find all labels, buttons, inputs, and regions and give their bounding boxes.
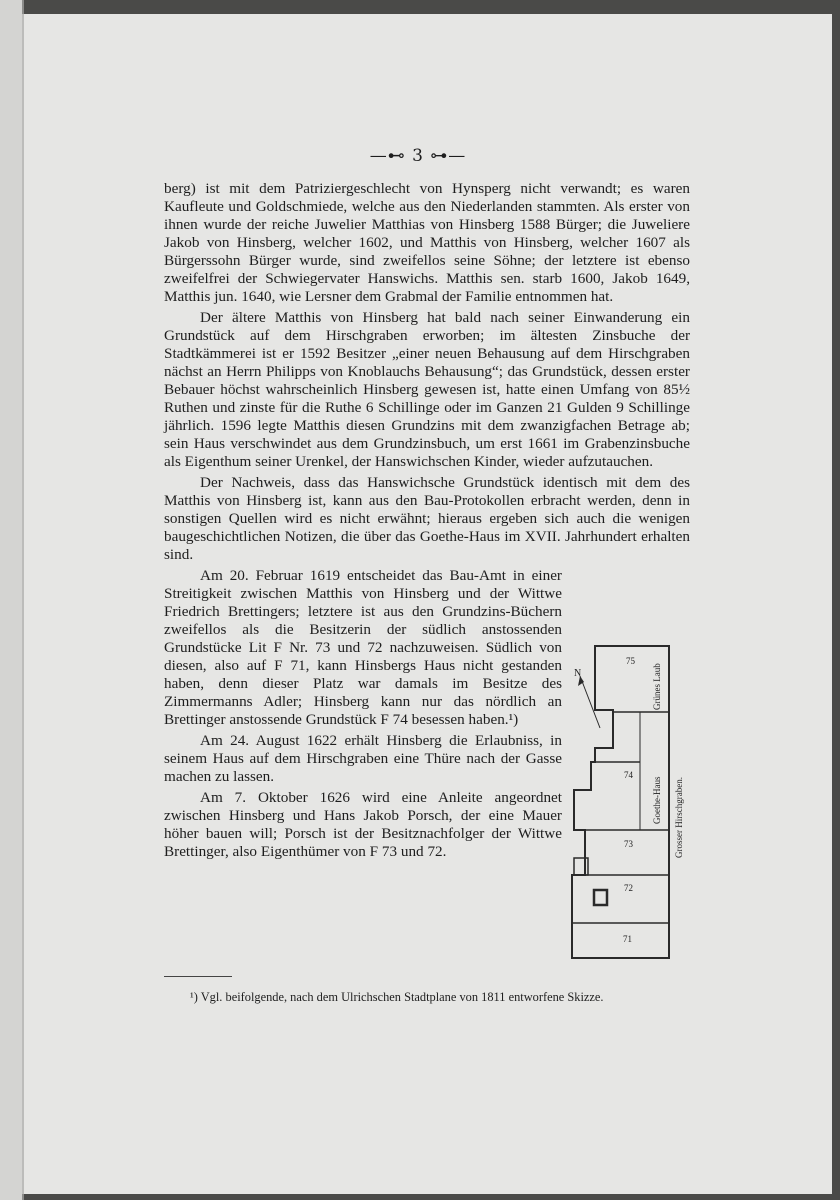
lot-label-73: 73	[624, 839, 633, 849]
page-number: —⊷ 3 ⊶—	[369, 146, 467, 166]
footnote-text: Vgl. beifolgende, nach dem Ulrichschen Stadtplane von 1811 entworfene Skizze.	[200, 990, 604, 1004]
north-label: N	[574, 668, 582, 679]
north-arrow	[580, 676, 600, 728]
garden-label: Grünes Laub	[652, 663, 662, 710]
lot-label-75: 75	[626, 656, 635, 666]
footnote-rule	[164, 976, 232, 977]
binding-strip	[0, 0, 24, 1200]
lot-label-71: 71	[623, 934, 632, 944]
well-square	[594, 890, 607, 905]
paragraph-6: Am 7. Oktober 1626 wird eine Anleite angeordnet zwischen Hinsberg und Hans Jakob Porsch, der eine Mauer höher bauen will; Porsch ist der Besitznachfolger der Wittwe Brettinger, also Eigenthümer von F 73 und 72.	[164, 789, 562, 860]
paragraph-4: Am 20. Februar 1619 entscheidet das Bau-Amt in einer Streitigkeit zwischen Matthis von Hinsberg und der Wittwe Friedrich Brettingers; letztere ist aus den Grundzins-Büchern zweifellos als die Besitzerin der südlich anstossenden Grundstücke Lit F Nr. 73 und 72 nachzuweisen. Südlich von diesen, also auf F 71, kann Hinsbergs Haus nicht gestanden haben, denn dieser Platz war damals im Besitze des Zimmermanns Adler; Hinsberg kann nur das nördlich an Brettinger anstossende Grundstück F 74 besessen haben.¹)	[164, 567, 562, 728]
paragraph-2: Der ältere Matthis von Hinsberg hat bald nach seiner Einwanderung ein Grundstück auf dem Hirschgraben erworben; im ältesten Zinsbuche der Stadtkämmerei ist er 1592 Besitzer „einer neuen Behausung auf dem Hirschgraben nächst an Herrn Philipps von Knoblauchs Behausung“; das Grundstück, dessen erster Bebauer höchst wahrscheinlich Hinsberg gewesen ist, hatte einen Umfang von 85½ Ruthen und zinste für die Ruthe 6 Schillinge oder im Ganzen 21 Gulden 9 Schillinge jährlich. 1596 legte Matthis diesen Grundzins mit dem zwanzigfachen Betrage ab; sein Haus verschwindet aus dem Grundzinsbuch, um erst 1661 im Grabenzinsbuche als Eigenthum seiner Urenkel, der Hanswichschen Kinder, wieder aufzutauchen.	[164, 309, 690, 470]
street-label: Grosser Hirschgraben.	[674, 777, 684, 858]
house-label: Goethe-Haus	[652, 776, 662, 824]
lot-label-72: 72	[624, 883, 633, 893]
footnote-marker: ¹)	[190, 990, 198, 1004]
lot-label-74: 74	[624, 770, 633, 780]
paragraph-5: Am 24. August 1622 erhält Hinsberg die Erlaubniss, in seinem Haus auf dem Hirschgraben eine Thüre nach der Gasse machen zu lassen.	[164, 732, 562, 785]
property-sketch	[568, 640, 698, 970]
paragraph-3: Der Nachweis, dass das Hanswichsche Grundstück identisch mit dem des Matthis von Hinsberg ist, kann aus den Bau-Protokollen erbracht werden, denn in sonstigen Quellen wird es nicht erwähnt; hieraus ergeben sich auch die wenigen baugeschichtlichen Notizen, die über das Goethe-Haus im XVII. Jahrhundert erhalten sind.	[164, 474, 690, 563]
paragraph-1: berg) ist mit dem Patriziergeschlecht von Hynsperg nicht verwandt; es waren Kaufleute und Goldschmiede, welche aus den Niederlanden stammten. Als erster von ihnen wurde der reiche Juwelier Matthias von Hinsberg 1588 Bürger; die Juweliere Jakob von Hinsberg, welcher 1602, und Matthis von Hinsberg, welcher 1607 als Bürgerssohn Bürger wurde, sind zweifellos seine Söhne; der letztere ist ebenso zweifelfrei der Schwiegervater Hanswichs. Matthis sen. starb 1600, Jakob 1649, Matthis jun. 1640, wie Lersner dem Grabmal der Familie entnommen hat.	[164, 180, 690, 305]
footnote	[190, 990, 710, 1005]
sketch-drawing	[568, 640, 698, 970]
